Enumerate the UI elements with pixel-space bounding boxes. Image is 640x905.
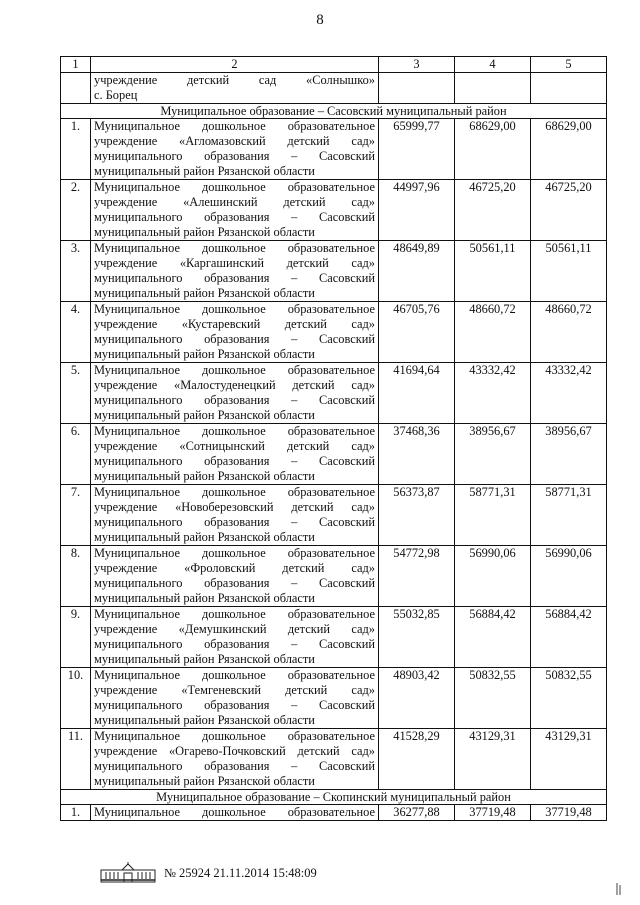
header-cell: 2 [91, 57, 379, 73]
row-number: 6. [61, 424, 91, 485]
value-cell: 56884,42 [455, 607, 531, 668]
institution-name [91, 729, 379, 790]
row-number: 11. [61, 729, 91, 790]
value-cell: 58771,31 [531, 485, 607, 546]
name-line: учреждение «Фроловский детский сад» [94, 561, 375, 575]
section-header-row [61, 104, 607, 119]
name-line: муниципальный район Рязанской области [94, 652, 315, 666]
name-line: муниципального образования – Сасовский [94, 576, 375, 590]
name-line: учреждение «Демушкинский детский сад» [94, 622, 375, 636]
table-row [61, 805, 607, 821]
name-line: муниципальный район Рязанской области [94, 225, 315, 239]
table-row [61, 729, 607, 790]
value-cell: 48649,89 [379, 241, 455, 302]
name-line: муниципальный район Рязанской области [94, 164, 315, 178]
table-row [61, 424, 607, 485]
name-line: Муниципальное дошкольное образовательное [94, 729, 375, 743]
value-cell: 43332,42 [455, 363, 531, 424]
header-cell: 1 [61, 57, 91, 73]
name-line: муниципального образования – Сасовский [94, 332, 375, 346]
value-cell: 48903,42 [379, 668, 455, 729]
table-row [61, 668, 607, 729]
value-cell: 44997,96 [379, 180, 455, 241]
institution-name [91, 668, 379, 729]
value-cell: 43129,31 [455, 729, 531, 790]
header-cell: 3 [379, 57, 455, 73]
scan-edge-mark [616, 883, 622, 895]
name-line: учреждение «Новоберезовский детский сад» [94, 500, 375, 514]
value-cell: 38956,67 [455, 424, 531, 485]
name-line: муниципальный район Рязанской области [94, 713, 315, 727]
name-line: с. Борец [94, 88, 138, 102]
institution-name [91, 119, 379, 180]
institution-name [91, 180, 379, 241]
institutions-table [60, 56, 607, 821]
institution-name [91, 241, 379, 302]
name-line: Муниципальное дошкольное образовательное [94, 119, 375, 133]
value-cell: 43129,31 [531, 729, 607, 790]
institution-name [91, 363, 379, 424]
value-cell [531, 73, 607, 104]
table-row [61, 607, 607, 668]
value-cell: 38956,67 [531, 424, 607, 485]
name-line: Муниципальное дошкольное образовательное [94, 363, 375, 377]
name-line: муниципального образования – Сасовский [94, 454, 375, 468]
institution-name [91, 805, 379, 821]
value-cell [455, 73, 531, 104]
name-line: учреждение детский сад «Солнышко» [94, 73, 375, 87]
value-cell: 65999,77 [379, 119, 455, 180]
institution-name [91, 302, 379, 363]
row-number [61, 73, 91, 104]
value-cell: 41694,64 [379, 363, 455, 424]
value-cell: 68629,00 [455, 119, 531, 180]
name-line: муниципального образования – Сасовский [94, 210, 375, 224]
value-cell: 46725,20 [531, 180, 607, 241]
table-row [61, 302, 607, 363]
institution-name [91, 73, 379, 104]
value-cell: 50561,11 [455, 241, 531, 302]
name-line: муниципальный район Рязанской области [94, 591, 315, 605]
value-cell: 48660,72 [455, 302, 531, 363]
row-number: 7. [61, 485, 91, 546]
header-cell: 5 [531, 57, 607, 73]
row-number: 10. [61, 668, 91, 729]
name-line: муниципального образования – Сасовский [94, 515, 375, 529]
name-line: Муниципальное дошкольное образовательное [94, 180, 375, 194]
table-header-row [61, 57, 607, 73]
value-cell: 36277,88 [379, 805, 455, 821]
page-number: 8 [316, 12, 324, 28]
row-number: 4. [61, 302, 91, 363]
name-line: муниципальный район Рязанской области [94, 530, 315, 544]
row-number: 8. [61, 546, 91, 607]
name-line: Муниципальное дошкольное образовательное [94, 546, 375, 560]
table-row [61, 485, 607, 546]
name-line: муниципальный район Рязанской области [94, 408, 315, 422]
institution-name [91, 485, 379, 546]
name-line: Муниципальное дошкольное образовательное [94, 485, 375, 499]
institution-name [91, 424, 379, 485]
name-line: муниципальный район Рязанской области [94, 469, 315, 483]
value-cell: 37468,36 [379, 424, 455, 485]
name-line: муниципального образования – Сасовский [94, 759, 375, 773]
name-line: учреждение «Агломазовский детский сад» [94, 134, 375, 148]
value-cell: 54772,98 [379, 546, 455, 607]
value-cell: 43332,42 [531, 363, 607, 424]
value-cell: 55032,85 [379, 607, 455, 668]
value-cell: 56884,42 [531, 607, 607, 668]
name-line: Муниципальное дошкольное образовательное [94, 805, 375, 819]
name-line: учреждение «Алешинский детский сад» [94, 195, 375, 209]
value-cell: 41528,29 [379, 729, 455, 790]
name-line: муниципального образования – Сасовский [94, 271, 375, 285]
section-header-row [61, 790, 607, 805]
name-line: муниципального образования – Сасовский [94, 637, 375, 651]
row-number: 3. [61, 241, 91, 302]
table-row [61, 180, 607, 241]
institution-name [91, 546, 379, 607]
value-cell: 48660,72 [531, 302, 607, 363]
institution-name [91, 607, 379, 668]
continued-row [61, 73, 607, 104]
value-cell: 50561,11 [531, 241, 607, 302]
name-line: муниципального образования – Сасовский [94, 149, 375, 163]
name-line: Муниципальное дошкольное образовательное [94, 302, 375, 316]
name-line: учреждение «Каргашинский детский сад» [94, 256, 375, 270]
name-line: муниципального образования – Сасовский [94, 393, 375, 407]
value-cell: 46705,76 [379, 302, 455, 363]
name-line: учреждение «Огарево-Почковский детский сад» [94, 744, 375, 758]
name-line: учреждение «Кустаревский детский сад» [94, 317, 375, 331]
name-line: муниципальный район Рязанской области [94, 774, 315, 788]
value-cell: 46725,20 [455, 180, 531, 241]
name-line: учреждение «Малостуденецкий детский сад» [94, 378, 375, 392]
table-row [61, 119, 607, 180]
name-line: учреждение «Сотницынский детский сад» [94, 439, 375, 453]
value-cell: 56373,87 [379, 485, 455, 546]
row-number: 1. [61, 119, 91, 180]
value-cell: 56990,06 [531, 546, 607, 607]
value-cell: 56990,06 [455, 546, 531, 607]
name-line: муниципальный район Рязанской области [94, 286, 315, 300]
value-cell [379, 73, 455, 104]
name-line: Муниципальное дошкольное образовательное [94, 424, 375, 438]
value-cell: 37719,48 [531, 805, 607, 821]
name-line: Муниципальное дошкольное образовательное [94, 607, 375, 621]
building-stamp-icon [100, 862, 156, 884]
registration-stamp: № 25924 21.11.2014 15:48:09 [164, 865, 317, 880]
row-number: 5. [61, 363, 91, 424]
table-row [61, 241, 607, 302]
value-cell: 58771,31 [455, 485, 531, 546]
table-row [61, 546, 607, 607]
value-cell: 37719,48 [455, 805, 531, 821]
section-title: Муниципальное образование – Сасовский муниципальный район [61, 104, 607, 119]
section-title: Муниципальное образование – Скопинский муниципальный район [61, 790, 607, 805]
table-row [61, 363, 607, 424]
row-number: 9. [61, 607, 91, 668]
name-line: муниципальный район Рязанской области [94, 347, 315, 361]
value-cell: 50832,55 [531, 668, 607, 729]
value-cell: 50832,55 [455, 668, 531, 729]
name-line: учреждение «Темгеневский детский сад» [94, 683, 375, 697]
row-number: 2. [61, 180, 91, 241]
document-footer [100, 862, 317, 884]
name-line: Муниципальное дошкольное образовательное [94, 241, 375, 255]
name-line: муниципального образования – Сасовский [94, 698, 375, 712]
row-number: 1. [61, 805, 91, 821]
value-cell: 68629,00 [531, 119, 607, 180]
name-line: Муниципальное дошкольное образовательное [94, 668, 375, 682]
header-cell: 4 [455, 57, 531, 73]
